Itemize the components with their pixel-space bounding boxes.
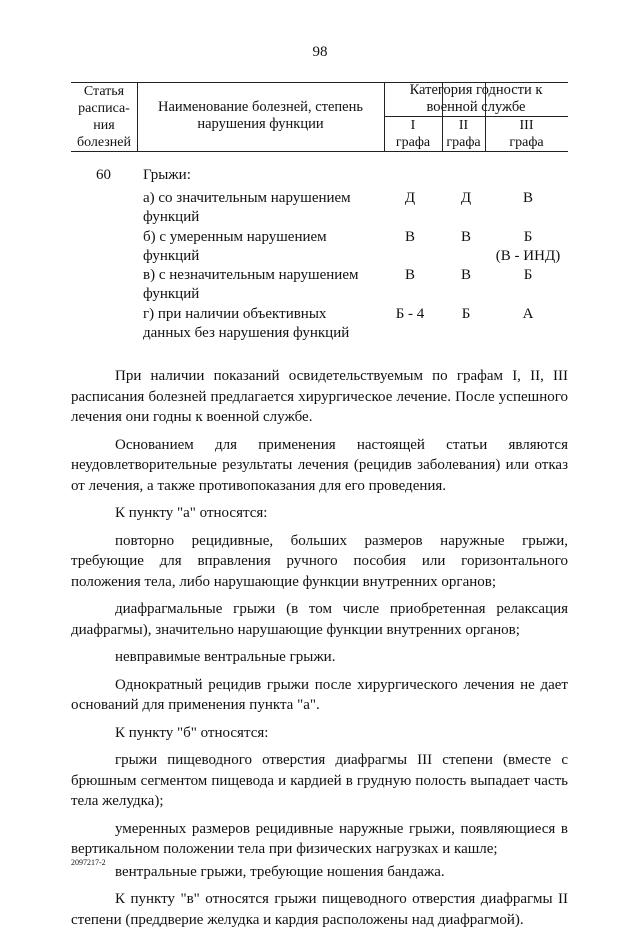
row-name: в) с незначительным нарушением функций	[143, 267, 359, 302]
header-graf-3: III графа	[509, 118, 544, 150]
row-graf-1: Б - 4	[395, 306, 425, 322]
paragraph: диафрагмальные грыжи (в том числе приобретенная релаксация диафрагмы), значительно нарушающие функции внутренних органов;	[71, 601, 568, 638]
row-graf-1: В	[404, 229, 415, 245]
paragraph: грыжи пищеводного отверстия диафрагмы III степени (вместе с брюшным сегментом пищевода и кардией в грудную полость выпадает часть тела желудка);	[71, 752, 568, 809]
row-graf-1: Д	[404, 190, 416, 206]
header-disease-name: Наименование болезней, степень нарушения функции	[158, 99, 363, 132]
paragraph: вентральные грыжи, требующие ношения бандажа.	[115, 863, 445, 880]
row-name: а) со значительным нарушением функций	[143, 190, 351, 225]
table-header	[71, 82, 568, 152]
row-graf-3: В	[522, 190, 533, 206]
row-graf-3: Б	[523, 267, 533, 283]
paragraph: К пункту "б" относятся:	[115, 724, 269, 741]
row-graf-3: Б (В - ИНД)	[495, 229, 561, 264]
header-graf-2: II графа	[446, 118, 481, 150]
paragraph: К пункту "в" относятся грыжи пищеводного отверстия диафрагмы II степени (преддверие желудка и кардия расположены над диафрагмой).	[71, 891, 568, 928]
footer-code: 2097217-2	[71, 858, 106, 867]
row-graf-2: В	[460, 267, 471, 283]
header-article: Статья расписа- ния болезней	[76, 84, 132, 150]
paragraph: При наличии показаний освидетельствуемым по графам I, II, III расписания болезней предлагается хирургическое лечение. После успешного лечения они годны к военной службе.	[71, 368, 568, 425]
paragraph: Основанием для применения настоящей статьи являются неудовлетворительные результаты лечения (рецидив заболевания) или отказ от лечения, а также противопоказания для его проведения.	[71, 436, 568, 494]
paragraph: невправимые вентральные грыжи.	[115, 649, 336, 665]
paragraph: Однократный рецидив грыжи после хирургического лечения не дает оснований для применения пункта "а".	[71, 676, 568, 713]
row-graf-2: В	[460, 229, 471, 245]
row-graf-2: Д	[460, 190, 472, 206]
paragraph: К пункту "а" относятся:	[115, 505, 268, 521]
body-text	[71, 366, 568, 937]
paragraph: умеренных размеров рецидивные наружные грыжи, появляющиеся в вертикальном положении тела при физических нагрузках и кашле;	[71, 820, 568, 857]
page-number: 98	[312, 44, 328, 60]
row-graf-1: В	[404, 267, 415, 283]
paragraph: повторно рецидивные, больших размеров наружные грыжи, требующие для вправления ручного пособия или горизонтального положения тела, либо нарушающие функции внутренних органов;	[71, 532, 568, 590]
row-name: г) при наличии объективных данных без нарушения функций	[143, 306, 350, 341]
row-name: б) с умеренным нарушением функций	[143, 229, 327, 264]
row-graf-3: А	[522, 306, 534, 322]
article-number: 60	[96, 167, 111, 183]
article-title: Грыжи:	[143, 167, 191, 183]
header-category: Категория годности к военной службе	[409, 82, 543, 115]
row-graf-2: Б	[461, 306, 471, 322]
header-graf-1: I графа	[395, 118, 431, 150]
